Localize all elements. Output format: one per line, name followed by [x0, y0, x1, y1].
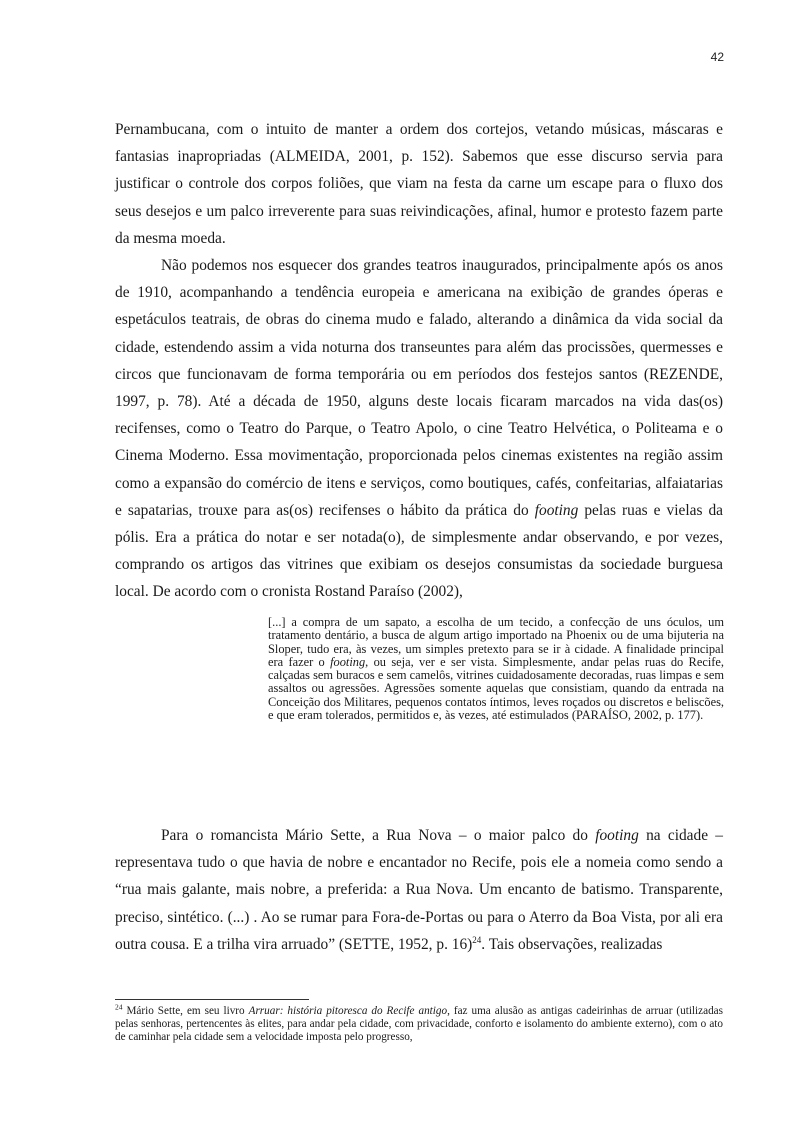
footnote-text: Mário Sette, em seu livro — [122, 1005, 249, 1017]
paragraph-2-italic-term: footing — [534, 501, 579, 519]
block-quote-italic-term: footing — [330, 654, 366, 669]
footnote-reference[interactable]: 24 — [472, 934, 482, 945]
paragraph-3-text-end: . Tais observações, realizadas — [481, 935, 663, 953]
footnote-text-cont: , faz uma alusão as antigas cadeirinhas de arruar (utilizadas pelas senhoras, pertencentes às elites, para andar pela cidade, com privacidade, conforto e isolamento do ambiente externo), com o ato de caminhar pela cidade sem a velocidade imposta pelo progresso, — [115, 1005, 723, 1043]
main-text — [115, 116, 723, 606]
footnote — [115, 1002, 723, 1043]
footnote-mark: 24 — [115, 1002, 123, 1012]
post-quote-text — [115, 822, 723, 958]
block-quote-text-cont: , ou seja, ver e ser vista. Simplesmente, andar pelas ruas do Recife, calçadas sem buracos e sem camelôs, vitrines cuidadosamente decoradas, ruas limpas e sem assaltos ou agressões. Agressões somente aquelas que consistiam, quando da entrada na Conceição dos Militares, pequenos contatos íntimos, leves roçados ou discretos e beliscões, e que eram tolerados, permitidos e, às vezes, até estimulados (PARAÍSO, 2002, p. 177). — [268, 654, 724, 723]
page-number: 42 — [710, 50, 724, 64]
footnote-separator — [115, 999, 309, 1000]
footnote-book-title: Arruar: história pitoresca do Recife antigo — [248, 1005, 448, 1017]
paragraph-1: Pernambucana, com o intuito de manter a ordem dos cortejos, vetando músicas, máscaras e fantasias inapropriadas (ALMEIDA, 2001, p. 152). Sabemos que esse discurso servia para justificar o controle dos corpos foliões, que viam na festa da carne um escape para o fluxo dos seus desejos e um palco irreverente para suas reivindicações, afinal, humor e protesto fazem parte da mesma moeda. — [115, 121, 723, 247]
paragraph-3 — [115, 822, 723, 958]
paragraph-2 — [115, 252, 723, 606]
paragraph-3-text: Para o romancista Mário Sette, a Rua Nova – o maior palco do — [161, 827, 596, 844]
paragraph-3-text-cont: na cidade – representava tudo o que havia de nobre e encantador no Recife, pois ele a nomeia como sendo a “rua mais galante, mais nobre, a preferida: a Rua Nova. Um encanto de batismo. Transparente, preciso, sintético. (...) . Ao se rumar para Fora-de-Portas ou para o Aterro da Boa Vista, por ali era outra cousa. E a trilha vira arruado” (SETTE, 1952, p. 16) — [115, 827, 723, 953]
block-quote-text: [...] a compra de um sapato, a escolha de um tecido, a confecção de uns óculos, um tratamento dentário, a busca de algum artigo importado na Phoenix ou de uma bijuteria na Sloper, tudo era, às vezes, um simples pretexto para se ir à cidade. A finalidade principal era fazer o — [268, 615, 724, 669]
block-quote — [268, 616, 724, 722]
paragraph-2-text: Não podemos nos esquecer dos grandes teatros inaugurados, principalmente após os anos de 1910, acompanhando a tendência europeia e americana na exibição de grandes óperas e espetáculos teatrais, de obras do cinema mudo e falado, alterando a dinâmica da vida social da cidade, estendendo assim a vida noturna dos transeuntes para além das procissões, quermesses e circos que funcionavam de forma temporária ou em períodos dos festejos santos (REZENDE, 1997, p. 78). Até a década de 1950, alguns deste locais ficaram marcados na vida das(os) recifenses, como o Teatro do Parque, o Teatro Apolo, o cine Teatro Helvética, o Politeama e o Cinema Moderno. Essa movimentação, proporcionada pelos cinemas existentes na região assim como a expansão do comércio de itens e serviços, como boutiques, cafés, confeitarias, alfaiatarias e sapatarias, trouxe para as(os) recifenses o hábito da prática do — [115, 257, 723, 519]
paragraph-3-italic-term: footing — [595, 827, 639, 844]
paragraph-2-text-cont: pelas ruas e vielas da pólis. Era a prática do notar e ser notada(o), de simplesmente andar observando, e por vezes, comprando os artigos das vitrines que exibiam os desejos consumistas da sociedade burguesa local. De acordo com o cronista Rostand Paraíso (2002), — [115, 501, 723, 601]
